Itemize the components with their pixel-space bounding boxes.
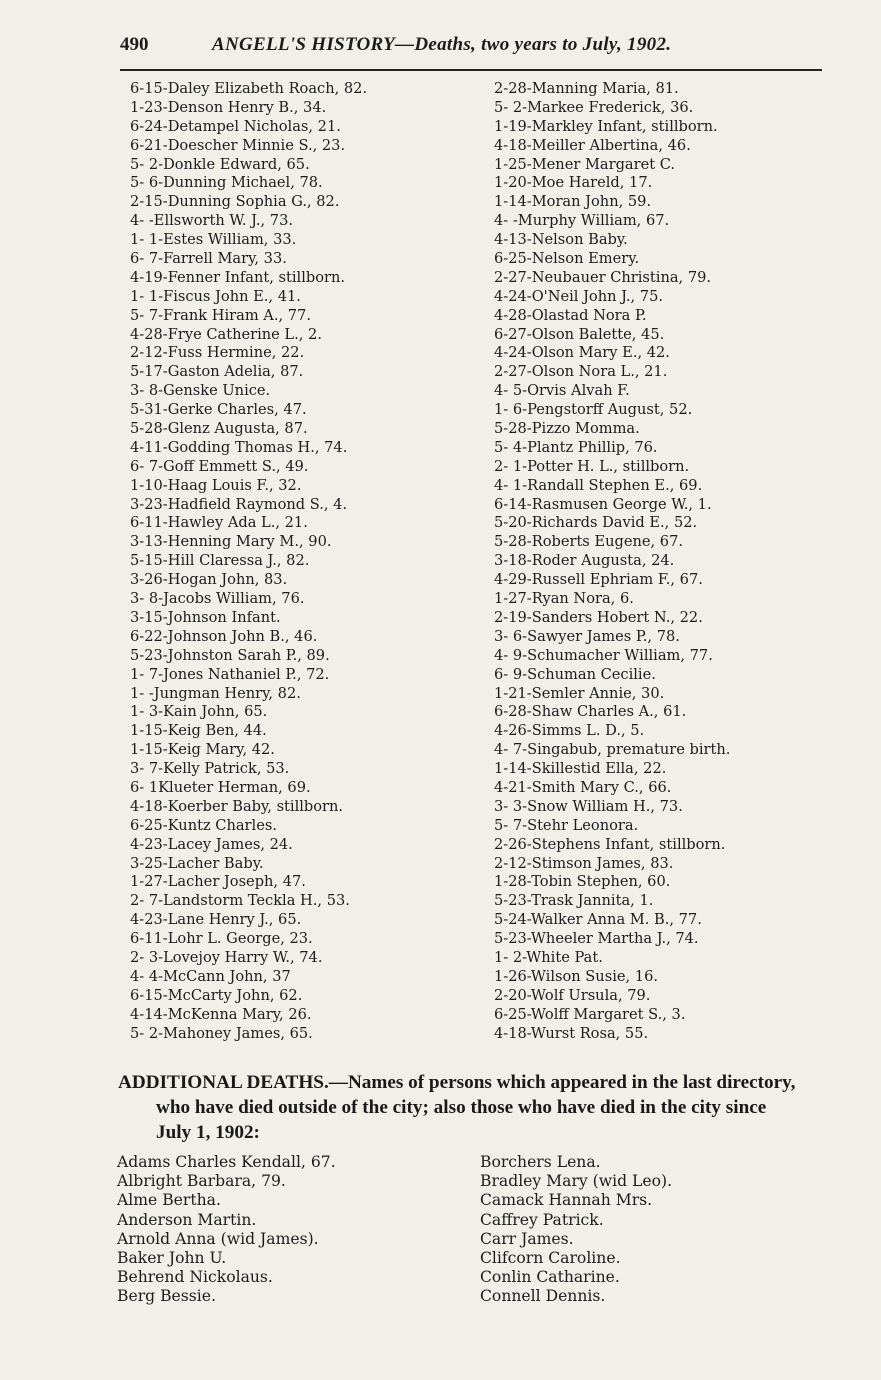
death-entry: 5-28-Glenz Augusta, 87.: [130, 420, 308, 438]
death-entry: 6-25-Nelson Emery.: [494, 250, 640, 268]
death-entry: 3- 8-Genske Unice.: [130, 382, 271, 400]
death-entry: 5-15-Hill Claressa J., 82.: [130, 552, 310, 570]
death-entry: 2-20-Wolf Ursula, 79.: [494, 986, 651, 1004]
death-entry: 4-24-Olson Mary E., 42.: [494, 344, 670, 362]
death-entry: 4-18-Wurst Rosa, 55.: [494, 1024, 649, 1042]
death-entry: 1- 1-Estes William, 33.: [130, 231, 297, 249]
death-entry: 5-20-Richards David E., 52.: [494, 514, 698, 532]
death-entry: 4- -Ellsworth W. J., 73.: [130, 212, 293, 230]
additional-death-entry: Behrend Nickolaus.: [117, 1268, 273, 1287]
additional-death-entry: Berg Bessie.: [117, 1287, 216, 1306]
death-entry: 5-28-Pizzo Momma.: [494, 420, 640, 438]
death-entry: 2-27-Neubauer Christina, 79.: [494, 268, 712, 286]
death-entry: 6-24-Detampel Nicholas, 21.: [130, 117, 341, 135]
death-entry: 1-23-Denson Henry B., 34.: [130, 98, 327, 116]
additional-death-entry: Caffrey Patrick.: [480, 1210, 604, 1229]
running-title: ANGELL'S HISTORY—Deaths, two years to July, 1902.: [212, 34, 672, 55]
death-entry: 1-20-Moe Hareld, 17.: [494, 174, 653, 192]
additional-death-entry: Borchers Lena.: [480, 1153, 601, 1171]
death-entry: 2- 3-Lovejoy Harry W., 74.: [130, 948, 323, 966]
death-entry: 1-26-Wilson Susie, 16.: [494, 967, 658, 985]
death-entry: 1-15-Keig Mary, 42.: [130, 741, 275, 759]
death-entry: 4-28-Olastad Nora P.: [494, 306, 647, 324]
death-entry: 6-25-Kuntz Charles.: [130, 816, 277, 834]
death-entry: 3-13-Henning Mary M., 90.: [130, 533, 332, 551]
death-entry: 6-14-Rasmusen George W., 1.: [494, 495, 712, 513]
death-entry: 3-23-Hadfield Raymond S., 4.: [130, 495, 348, 513]
death-entry: 3-15-Johnson Infant.: [130, 608, 281, 626]
death-entry: 6-15-McCarty John, 62.: [130, 986, 303, 1004]
death-entry: 2-19-Sanders Hobert N., 22.: [494, 608, 703, 626]
death-entry: 3- 3-Snow William H., 73.: [494, 797, 683, 815]
death-entry: 4-11-Godding Thomas H., 74.: [130, 438, 348, 456]
death-entry: 5- 7-Stehr Leonora.: [494, 816, 639, 834]
death-entry: 6- 7-Goff Emmett S., 49.: [130, 457, 309, 475]
death-entry: 4-23-Lacey James, 24.: [130, 835, 293, 853]
death-entry: 6-22-Johnson John B., 46.: [130, 627, 318, 645]
page-header: [120, 34, 820, 58]
deaths-column-left: [130, 80, 480, 1043]
death-entry: 4-23-Lane Henry J., 65.: [130, 911, 302, 929]
death-entry: 1-15-Keig Ben, 44.: [130, 722, 267, 740]
additional-death-entry: Baker John U.: [117, 1248, 227, 1267]
death-entry: 3- 8-Jacobs William, 76.: [130, 590, 305, 608]
death-entry: 5- 2-Donkle Edward, 65.: [130, 155, 310, 173]
additional-death-entry: Adams Charles Kendall, 67.: [117, 1153, 336, 1171]
death-entry: 1- 2-White Pat.: [494, 948, 603, 966]
death-entry: 6-27-Olson Balette, 45.: [494, 325, 665, 343]
death-entry: 1- 3-Kain John, 65.: [130, 703, 268, 721]
death-entry: 4-19-Fenner Infant, stillborn.: [130, 268, 346, 286]
header-rule: [120, 69, 822, 71]
death-entry: 5-17-Gaston Adelia, 87.: [130, 363, 304, 381]
death-entry: 6-11-Lohr L. George, 23.: [130, 930, 313, 948]
death-entry: 6-15-Daley Elizabeth Roach, 82.: [130, 80, 368, 97]
death-entry: 3-18-Roder Augusta, 24.: [494, 552, 675, 570]
additional-death-entry: Clifcorn Caroline.: [480, 1248, 621, 1267]
death-entry: 4- 5-Orvis Alvah F.: [494, 382, 630, 400]
death-entry: 2-15-Dunning Sophia G., 82.: [130, 193, 340, 211]
death-entry: 2-28-Manning Maria, 81.: [494, 80, 679, 97]
death-entry: 6-21-Doescher Minnie S., 23.: [130, 136, 346, 154]
additional-death-entry: Carr James.: [480, 1229, 574, 1248]
death-entry: 1-19-Markley Infant, stillborn.: [494, 117, 718, 135]
death-entry: 1- 6-Pengstorff August, 52.: [494, 401, 693, 419]
death-entry: 5- 2-Mahoney James, 65.: [130, 1024, 313, 1042]
death-entry: 4-28-Frye Catherine L., 2.: [130, 325, 322, 343]
death-entry: 5-23-Trask Jannita, 1.: [494, 892, 654, 910]
death-entry: 4-18-Koerber Baby, stillborn.: [130, 797, 344, 815]
additional-deaths-column-left: [117, 1153, 497, 1307]
death-entry: 4-13-Nelson Baby.: [494, 231, 628, 249]
additional-deaths-heading: [118, 1070, 830, 1145]
death-entry: 1-10-Haag Louis F., 32.: [130, 476, 302, 494]
additional-death-entry: Anderson Martin.: [117, 1210, 257, 1229]
death-entry: 5-23-Wheeler Martha J., 74.: [494, 930, 699, 948]
death-entry: 3- 6-Sawyer James P., 78.: [494, 627, 680, 645]
death-entry: 4-26-Simms L. D., 5.: [494, 722, 645, 740]
death-entry: 3-25-Lacher Baby.: [130, 854, 264, 872]
death-entry: 6- 7-Farrell Mary, 33.: [130, 250, 287, 268]
death-entry: 1- 1-Fiscus John E., 41.: [130, 287, 301, 305]
death-entry: 3-26-Hogan John, 83.: [130, 571, 288, 589]
death-entry: 3- 7-Kelly Patrick, 53.: [130, 760, 290, 778]
additional-death-entry: Arnold Anna (wid James).: [117, 1229, 319, 1248]
death-entry: 5-28-Roberts Eugene, 67.: [494, 533, 683, 551]
page-number: 490: [120, 34, 149, 55]
death-entry: 4-18-Meiller Albertina, 46.: [494, 136, 691, 154]
death-entry: 2- 7-Landstorm Teckla H., 53.: [130, 892, 350, 910]
death-entry: 1-28-Tobin Stephen, 60.: [494, 873, 671, 891]
death-entry: 4- -Murphy William, 67.: [494, 212, 670, 230]
death-entry: 6-11-Hawley Ada L., 21.: [130, 514, 308, 532]
death-entry: 6- 1Klueter Herman, 69.: [130, 778, 311, 796]
death-entry: 4-29-Russell Ephriam F., 67.: [494, 571, 703, 589]
death-entry: 1-21-Semler Annie, 30.: [494, 684, 665, 702]
death-entry: 2-26-Stephens Infant, stillborn.: [494, 835, 726, 853]
death-entry: 4- 9-Schumacher William, 77.: [494, 646, 713, 664]
additional-death-entry: Conlin Catharine.: [480, 1268, 620, 1287]
death-entry: 4- 4-McCann John, 37: [130, 967, 291, 985]
death-entry: 1- 7-Jones Nathaniel P., 72.: [130, 665, 330, 683]
death-entry: 5- 2-Markee Frederick, 36.: [494, 98, 694, 116]
death-entry: 5-31-Gerke Charles, 47.: [130, 401, 307, 419]
additional-deaths-column-right: [480, 1153, 860, 1307]
death-entry: 5- 4-Plantz Phillip, 76.: [494, 438, 658, 456]
additional-heading-line-1: ADDITIONAL DEATHS.—Names of persons which appeared in the last directory,: [118, 1072, 796, 1093]
additional-death-entry: Connell Dennis.: [480, 1287, 606, 1306]
death-entry: 5-24-Walker Anna M. B., 77.: [494, 911, 702, 929]
death-entry: 2- 1-Potter H. L., stillborn.: [494, 457, 690, 475]
additional-heading-line-3: July 1, 1902:: [156, 1122, 260, 1143]
death-entry: 4-24-O'Neil John J., 75.: [494, 287, 663, 305]
additional-death-entry: Albright Barbara, 79.: [117, 1172, 286, 1191]
death-entry: 1-25-Mener Margaret C.: [494, 155, 676, 173]
death-entry: 5-23-Johnston Sarah P., 89.: [130, 646, 330, 664]
additional-death-entry: Camack Hannah Mrs.: [480, 1191, 653, 1210]
death-entry: 1-27-Lacher Joseph, 47.: [130, 873, 306, 891]
additional-death-entry: Alme Bertha.: [117, 1191, 221, 1210]
additional-death-entry: Bradley Mary (wid Leo).: [480, 1172, 673, 1191]
death-entry: 2-12-Stimson James, 83.: [494, 854, 674, 872]
deaths-column-right: [494, 80, 844, 1043]
additional-heading-line-2: who have died outside of the city; also those who have died in the city since: [156, 1097, 767, 1118]
death-entry: 5- 7-Frank Hiram A., 77.: [130, 306, 311, 324]
death-entry: 6- 9-Schuman Cecilie.: [494, 665, 656, 683]
death-entry: 2-12-Fuss Hermine, 22.: [130, 344, 305, 362]
death-entry: 4- 7-Singabub, premature birth.: [494, 741, 731, 759]
death-entry: 1-14-Skillestid Ella, 22.: [494, 760, 667, 778]
death-entry: 2-27-Olson Nora L., 21.: [494, 363, 668, 381]
death-entry: 5- 6-Dunning Michael, 78.: [130, 174, 323, 192]
death-entry: 4-14-McKenna Mary, 26.: [130, 1005, 312, 1023]
death-entry: 4- 1-Randall Stephen E., 69.: [494, 476, 703, 494]
death-entry: 6-25-Wolff Margaret S., 3.: [494, 1005, 686, 1023]
death-entry: 1-27-Ryan Nora, 6.: [494, 590, 634, 608]
death-entry: 6-28-Shaw Charles A., 61.: [494, 703, 687, 721]
death-entry: 4-21-Smith Mary C., 66.: [494, 778, 672, 796]
death-entry: 1- -Jungman Henry, 82.: [130, 684, 301, 702]
death-entry: 1-14-Moran John, 59.: [494, 193, 652, 211]
